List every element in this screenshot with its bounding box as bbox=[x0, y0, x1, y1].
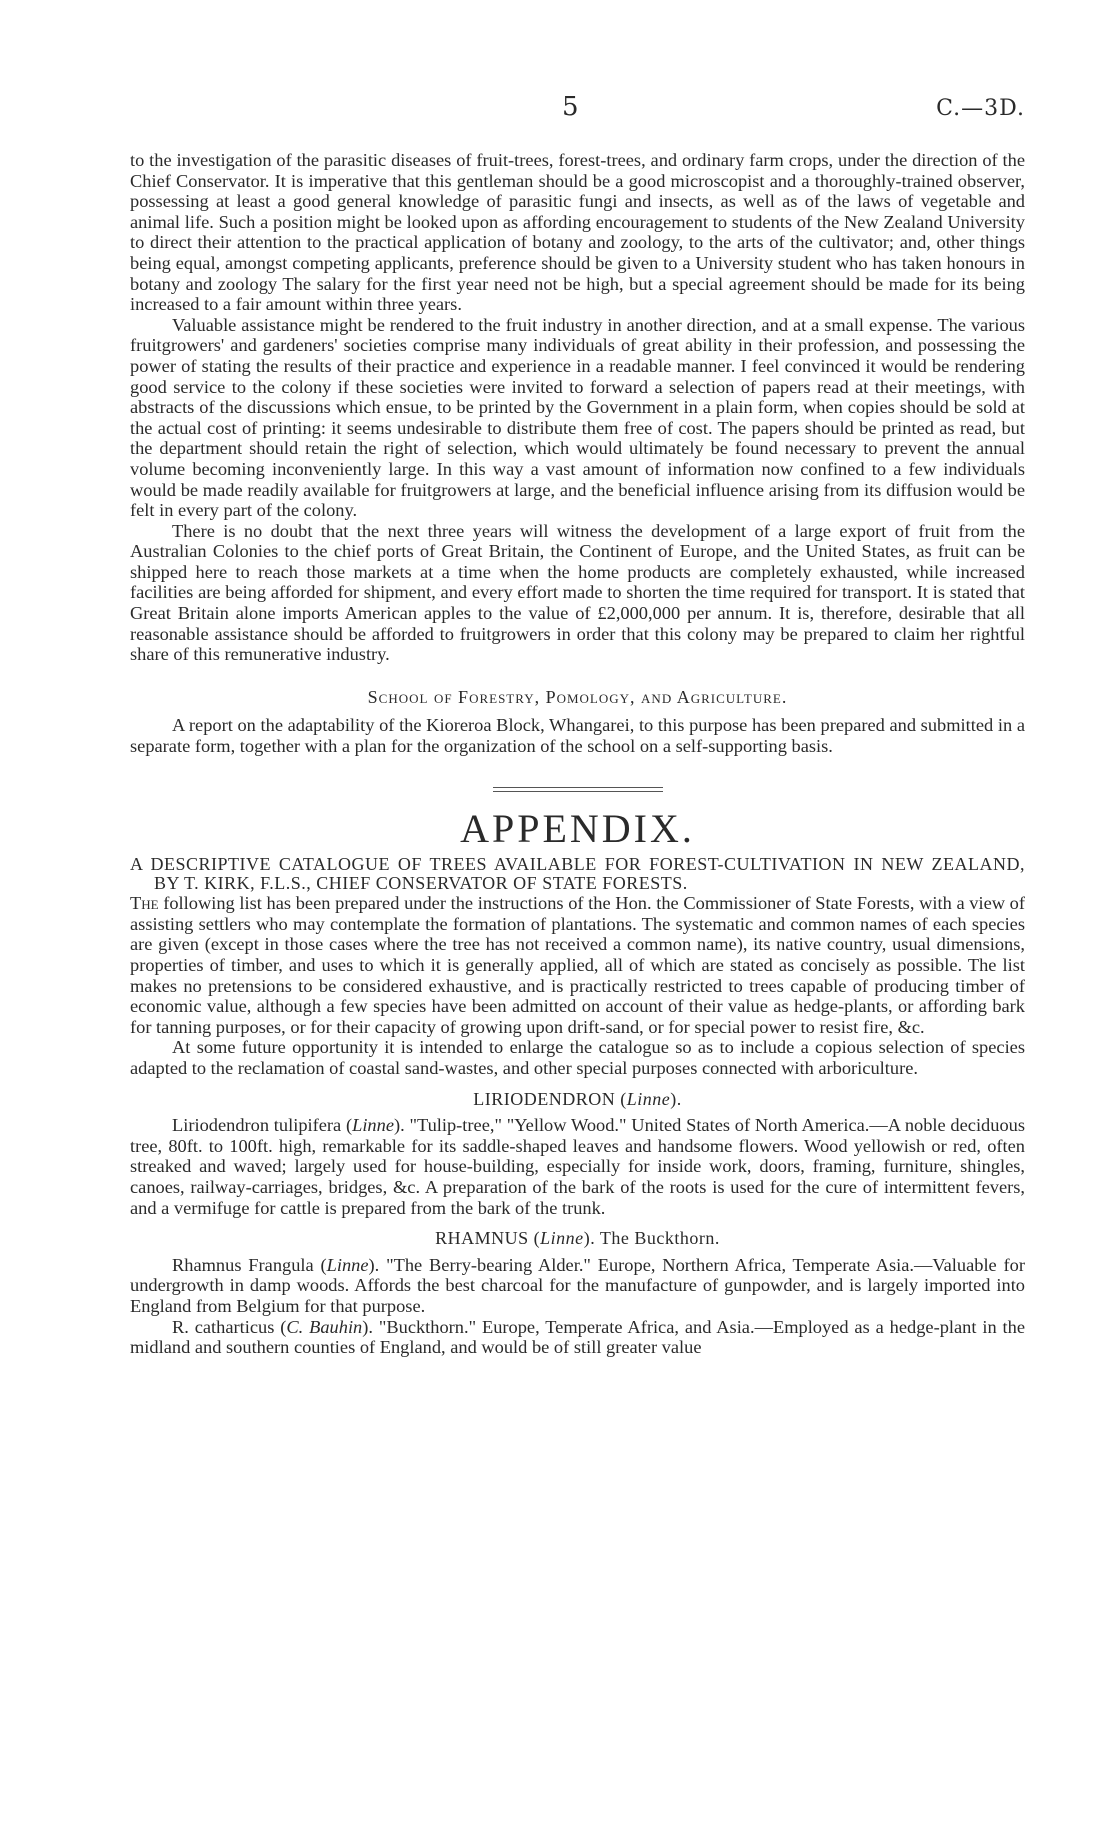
catalogue-future: At some future opportunity it is intended to enlarge the catalogue so as to include a copious selection of species adapted to the reclamation of coastal sand-wastes, and other special purposes connected with arboriculture. bbox=[130, 1037, 1025, 1078]
genus-name: LIRIODENDRON bbox=[473, 1088, 616, 1109]
genus-heading-liriodendron: LIRIODENDRON (Linne). bbox=[473, 1088, 682, 1109]
appendix-title: APPENDIX. bbox=[460, 805, 695, 851]
species-name: Liriodendron tulipifera bbox=[172, 1115, 342, 1136]
school-section-heading: School of Forestry, Pomology, and Agriculture. bbox=[367, 686, 788, 707]
species-entry: Liriodendron tulipifera (Linne). "Tulip-tree," "Yellow Wood." United States of North America.—A noble deciduous tree, 80ft. to 100ft. high, remarkable for its saddle-shaped leaves and handsome flowers. Wood yellowish or red, often streaked and waved; largely used for house-building, especially for inside work, doors, framing, furniture, shingles, canoes, railway-carriages, bridges, &c. A preparation of the bark of the roots is used for the cure of intermittent fevers, and a vermifuge for cattle is prepared from the bark of the trunk. bbox=[130, 1115, 1025, 1218]
species-description: . "Buckthorn." Europe, Temperate Africa, and Asia.—Employed as a hedge-plant in the midland and southern counties of England, and would be of still greater value bbox=[130, 1316, 1025, 1358]
species-authority: C. Bauhin bbox=[286, 1316, 363, 1337]
species-authority: Linne bbox=[326, 1254, 369, 1275]
school-section-text: A report on the adaptability of the Kioreroa Block, Whangarei, to this purpose has been prepared and submitted in a separate form, together with a plan for the organization of the school on a self-supporting basis. bbox=[130, 715, 1025, 757]
paragraph-fruit-industry: Valuable assistance might be rendered to the fruit industry in another direction, and at a small expense. The various fruitgrowers' and gardeners' societies comprise many individuals of great ability in their profession, and possessing the power of stating the results of their practice and experience in a readable manner. I feel convinced it would be rendering good service to the colony if these societies were invited to forward a selection of papers read at their meetings, with abstracts of the discussions which ensue, to be printed by the Government in a plain form, when copies should be sold at the actual cost of printing: it seems undesirable to distribute them free of cost. The papers should be printed as read, but the department should retain the right of selection, which would ultimately be found necessary to prevent the annual volume becoming inconveniently large. In this way a vast amount of information now confined to a few individuals would be made readily available for fruitgrowers at large, and the beneficial influence arising from its diffusion would be felt in every part of the colony. bbox=[130, 314, 1025, 521]
catalogue-intro bbox=[130, 893, 1025, 1037]
species-entry: R. catharticus (C. Bauhin). "Buckthorn." Europe, Temperate Africa, and Asia.—Employed as a hedge-plant in the midland and southern counties of England, and would be of still greater value bbox=[130, 1316, 1025, 1358]
paragraph-parasitic-diseases: to the investigation of the parasitic diseases of fruit-trees, forest-trees, and ordinary farm crops, under the direction of the Chief Conservator. It is imperative that this gentleman should be a good microscopist and a thoroughly-trained observer, possessing at least a good general knowledge of parasitic fungi and insects, as well as of the laws of vegetable and animal life. Such a position might be looked upon as affording encouragement to students of the New Zealand University to direct their attention to the practical application of botany and zoology, to the arts of the cultivator; and, other things being equal, amongst competing applicants, preference should be given to a University student who has taken honours in botany and zoology The salary for the first year need not be high, but a special agreement should be made for its being increased to a fair amount within three years. bbox=[130, 150, 1025, 315]
genus-common-name: . The Buckthorn. bbox=[590, 1228, 720, 1249]
body-text bbox=[130, 150, 1025, 1358]
section-divider bbox=[493, 787, 663, 795]
page-number: 5 bbox=[562, 92, 579, 122]
species-name: Rhamnus Frangula bbox=[172, 1254, 314, 1275]
genus-heading-rhamnus: RHAMNUS (Linne). The Buckthorn. bbox=[435, 1228, 720, 1249]
document-reference: C.—3D. bbox=[936, 96, 1025, 121]
species-authority: Linne bbox=[352, 1115, 394, 1136]
species-name: R. catharticus bbox=[172, 1316, 275, 1337]
genus-authority: Linne bbox=[540, 1228, 584, 1249]
paragraph-fruit-export: There is no doubt that the next three years will witness the development of a large export of fruit from the Australian Colonies to the chief ports of Great Britain, the Continent of Europe, and the United States, as fruit can be shipped here to reach those markets at a time when the home products are completely exhausted, while increased facilities are being afforded for shipment, and every effort made to shorten the time required for transport. It is stated that Great Britain alone imports American apples to the value of £2,000,000 per annum. It is, therefore, desirable that all reasonable assistance should be afforded to fruitgrowers in order that this colony may be prepared to claim her rightful share of this remunerative industry. bbox=[130, 520, 1025, 665]
species-entry: Rhamnus Frangula (Linne). "The Berry-bearing Alder." Europe, Northern Africa, Temperate Asia.—Valuable for undergrowth in damp woods. Affords the best charcoal for the manufacture of gunpowder, and is largely imported into England from Belgium for that purpose. bbox=[130, 1254, 1025, 1316]
catalogue-title: A DESCRIPTIVE CATALOGUE OF TREES AVAILABLE FOR FOREST-CULTIVATION IN NEW ZEALAND, BY T. KIRK, F.L.S., CHIEF CONSERVATOR OF STATE FORESTS. bbox=[130, 854, 1025, 894]
intro-text: following list has been prepared under the instructions of the Hon. the Commissioner of State Forests, with a view of assisting settlers who may contemplate the formation of plantations. The systematic and common names of each species are given (except in those cases where the tree has not received a common name), its native country, usual dimensions, properties of timber, and uses to which it is generally applied, all of which are stated as concisely as possible. The list makes no pretensions to be considered exhaustive, and is practically restricted to trees capable of producing timber of economic value, although a few species have been admitted on account of their value as hedge-plants, or affording bark for tanning purposes, or for their capacity of growing upon drift-sand, or for special power to resist fire, &c. bbox=[130, 893, 1025, 1037]
species-description: . "Tulip-tree," "Yellow Wood." United States of North America.—A noble deciduous tree, 80ft. to 100ft. high, remarkable for its saddle-shaped leaves and handsome flowers. Wood yellowish or red, often streaked and waved; largely used for house-building, especially for inside work, doors, framing, furniture, shingles, canoes, railway-carriages, bridges, &c. A preparation of the bark of the roots is used for the cure of intermittent fevers, and a vermifuge for cattle is prepared from the bark of the trunk. bbox=[130, 1115, 1025, 1218]
species-description: . "The Berry-bearing Alder." Europe, Northern Africa, Temperate Asia.—Valuable for undergrowth in damp woods. Affords the best charcoal for the manufacture of gunpowder, and is largely imported into England from Belgium for that purpose. bbox=[130, 1254, 1025, 1316]
page-header bbox=[130, 92, 1025, 126]
genus-authority: Linne bbox=[626, 1088, 671, 1109]
intro-lead-word: The bbox=[130, 893, 159, 914]
genus-name: RHAMNUS bbox=[435, 1228, 529, 1249]
